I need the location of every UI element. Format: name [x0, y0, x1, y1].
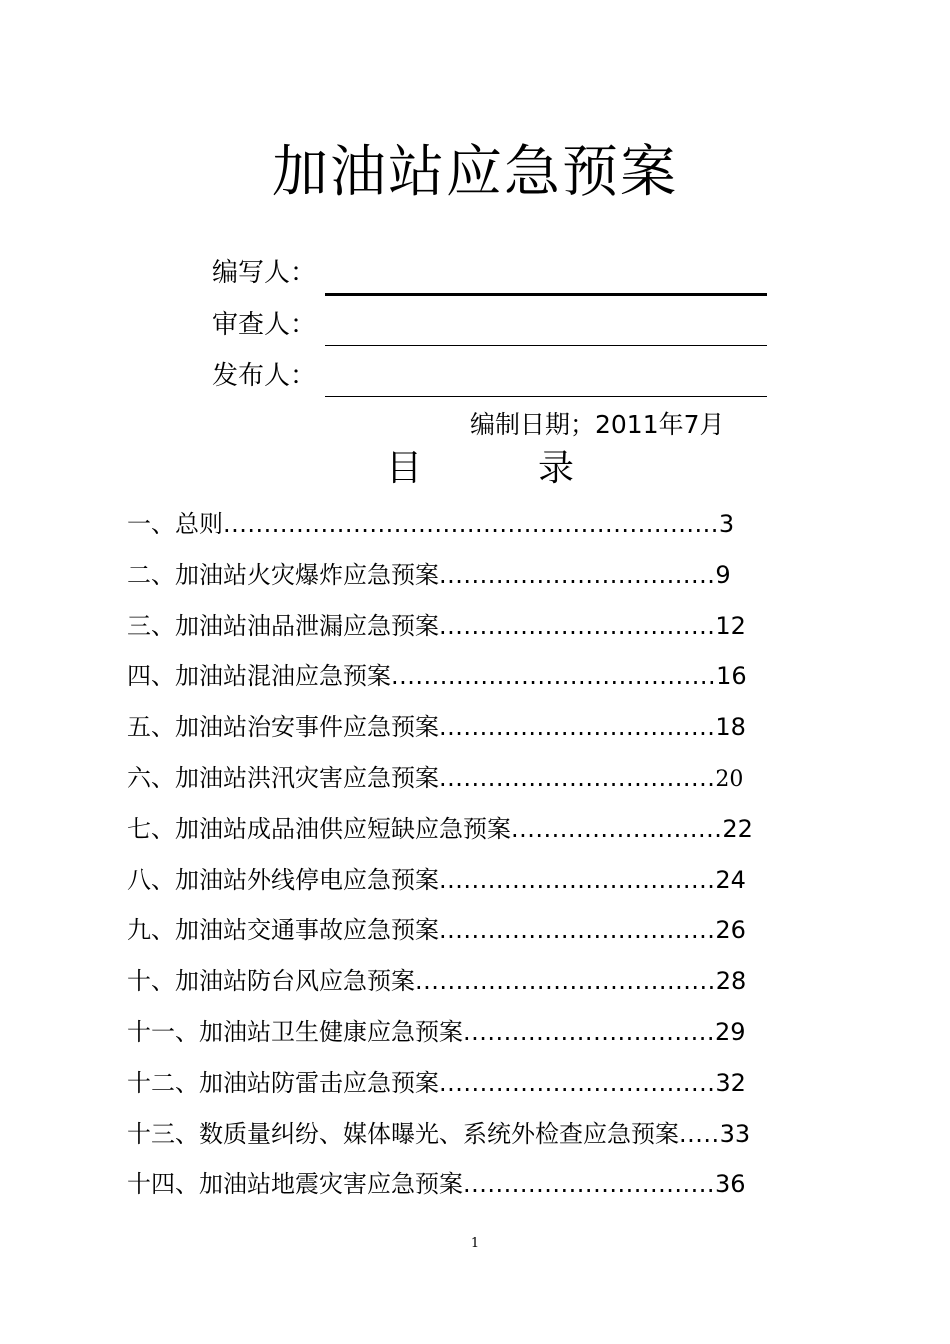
- toc-item-page: 16: [716, 662, 747, 691]
- toc-item[interactable]: [127, 862, 753, 913]
- toc-item[interactable]: [127, 557, 753, 608]
- toc-item-page: 18: [715, 713, 746, 742]
- toc-leader-dots: ...............................: [463, 1017, 715, 1046]
- toc-item-label: 十一、加油站卫生健康应急预案: [127, 1017, 463, 1046]
- toc-item-page: 9: [715, 560, 731, 589]
- toc-item[interactable]: [127, 1065, 753, 1116]
- toc-item-page: 22: [722, 814, 753, 843]
- toc-item-page: 26: [715, 916, 746, 945]
- toc-leader-dots: ..................................: [439, 865, 716, 894]
- toc-item-label: 四、加油站混油应急预案: [127, 662, 391, 691]
- toc-item-label: 一、总则: [127, 510, 223, 538]
- toc-leader-dots: .............................................................: [223, 510, 719, 538]
- toc-leader-dots: ..........................: [511, 814, 723, 843]
- toc-item-page: 12: [715, 611, 746, 640]
- toc-leader-dots: ..................................: [439, 611, 716, 640]
- toc-item[interactable]: [127, 1014, 753, 1065]
- toc-item-page: 24: [715, 865, 746, 894]
- toc-heading-char: 录: [538, 448, 575, 489]
- toc-heading-char: 目: [386, 448, 423, 489]
- signature-line-author: [325, 293, 767, 296]
- toc-leader-dots: ..................................: [439, 916, 716, 945]
- signature-label: 审查人：: [212, 310, 317, 340]
- toc-leader-dots: .....................................: [415, 967, 716, 996]
- toc-item-page: 36: [715, 1170, 746, 1199]
- toc-heading: [0, 446, 950, 494]
- toc-leader-dots: ..................................: [439, 560, 716, 589]
- toc-item-page: 29: [715, 1017, 746, 1046]
- toc-item[interactable]: [127, 1166, 753, 1217]
- toc-item[interactable]: [127, 506, 753, 557]
- compile-date: 编制日期；2011年7月: [470, 410, 725, 439]
- toc-item-label: 二、加油站火灾爆炸应急预案: [127, 560, 439, 589]
- toc-item-page: 28: [715, 967, 747, 996]
- toc-item-label: 七、加油站成品油供应短缺应急预案: [127, 814, 511, 843]
- toc-item[interactable]: [127, 1116, 753, 1167]
- toc-item-page: 20: [715, 766, 744, 792]
- toc-leader-dots: ..................................: [439, 713, 716, 742]
- toc-item-label: 六、加油站洪汛灾害应急预案: [127, 763, 439, 792]
- toc-item-label: 九、加油站交通事故应急预案: [127, 916, 439, 945]
- toc-item-label: 十二、加油站防雷击应急预案: [127, 1068, 439, 1097]
- toc-leader-dots: ...............................: [463, 1170, 715, 1199]
- toc-item-page: 32: [715, 1068, 746, 1097]
- page-number: 1: [470, 1236, 480, 1251]
- toc-item-page: 33: [719, 1119, 751, 1148]
- document-title: 加油站应急预案: [272, 140, 678, 205]
- signature-label: 编写人：: [212, 258, 317, 288]
- toc-leader-dots: ..................................: [439, 1068, 716, 1097]
- toc-item[interactable]: [127, 912, 753, 963]
- toc-leader-dots: ..................................: [439, 763, 716, 792]
- toc-leader-dots: ........................................: [391, 662, 717, 691]
- toc-item-label: 三、加油站油品泄漏应急预案: [127, 611, 439, 640]
- toc-leader-dots: .....: [679, 1119, 720, 1148]
- toc-item-label: 十四、加油站地震灾害应急预案: [127, 1170, 463, 1199]
- toc-item[interactable]: [127, 963, 753, 1014]
- toc-item[interactable]: [127, 760, 753, 811]
- toc-item[interactable]: [127, 658, 753, 709]
- toc-item-label: 五、加油站治安事件应急预案: [127, 713, 439, 742]
- toc-item[interactable]: [127, 811, 753, 862]
- signature-line-reviewer: [325, 345, 767, 346]
- toc-item-page: 3: [718, 510, 735, 538]
- signature-line-publisher: [325, 396, 767, 397]
- toc-item-label: 八、加油站外线停电应急预案: [127, 865, 439, 894]
- toc-item[interactable]: [127, 608, 753, 659]
- toc-item-label: 十、加油站防台风应急预案: [127, 967, 415, 996]
- toc-item[interactable]: [127, 709, 753, 760]
- table-of-contents: [127, 506, 753, 1217]
- signature-label: 发布人：: [212, 361, 317, 391]
- toc-item-label: 十三、数质量纠纷、媒体曝光、系统外检查应急预案: [127, 1119, 679, 1148]
